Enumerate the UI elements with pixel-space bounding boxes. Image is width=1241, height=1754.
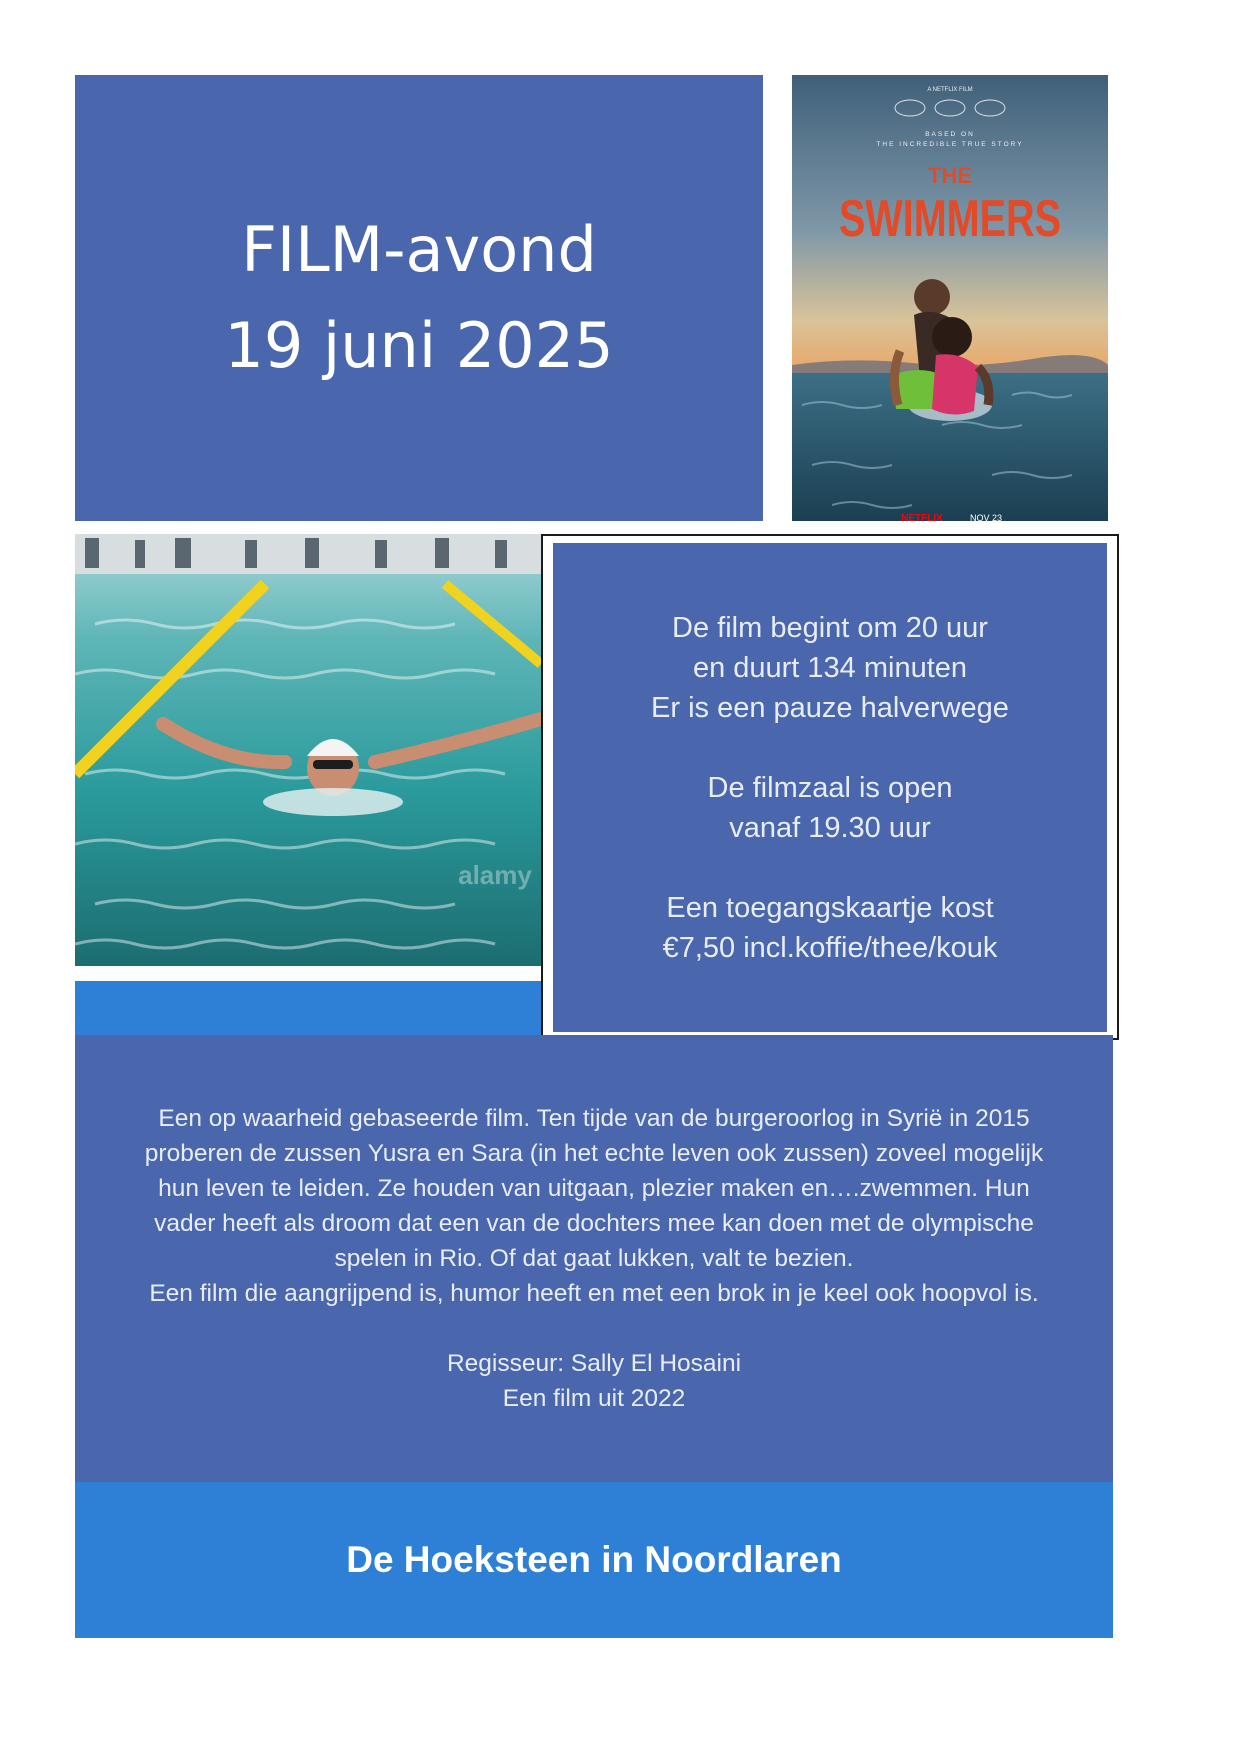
poster-title: SWIMMERS [839,190,1061,248]
poster-illustration [792,75,1108,521]
event-title: FILM-avond [241,213,597,286]
info-ticket: Een toegangskaartje kost [666,891,994,924]
description-box [75,1035,1113,1482]
title-block [75,75,763,521]
description-line: Een film die aangrijpend is, humor heeft en met een brok in je keel ook hoopvol is. [149,1280,1039,1307]
venue-name: De Hoeksteen in Noordlaren [346,1539,842,1580]
info-duration: en duurt 134 minuten [692,651,968,684]
poster-top-credit: A NETFLIX FILM [927,87,973,93]
pool-illustration [75,534,541,966]
description-line: Een op waarheid gebaseerde film. Ten tijde van de burgeroorlog in Syrië in 2015 [158,1105,1030,1132]
poster-release: NOV 23 [969,513,1003,521]
info-doors-time: vanaf 19.30 uur [729,811,931,844]
poster-tagline-2: THE INCREDIBLE TRUE STORY [876,141,1024,148]
accent-strip [75,981,541,1035]
film-year: Een film uit 2022 [502,1385,686,1412]
poster-tagline-1: BASED ON [925,131,975,138]
description-line: vader heeft als droom dat een van de dochters mee kan doen met de olympische [154,1210,1034,1237]
director-credit: Regisseur: Sally El Hosaini [446,1350,742,1377]
poster-title-small: THE [928,163,972,188]
description-line: proberen de zussen Yusra en Sara (in het echte leven ook zussen) zoveel mogelijk [144,1140,1044,1167]
event-date: 19 juni 2025 [224,309,614,382]
info-intermission: Er is een pauze halverwege [651,691,1009,724]
description-line: hun leven te leiden. Ze houden van uitgaan, plezier maken en….zwemmen. Hun [158,1175,1030,1202]
info-start-time: De film begint om 20 uur [672,611,988,644]
movie-poster [792,75,1108,521]
photo-watermark: alamy [458,860,532,890]
swimmer-photo [75,534,541,966]
info-price: €7,50 incl.koffie/thee/kouk [662,931,998,964]
info-doors-open: De filmzaal is open [707,771,953,804]
poster-brand: NETFLIX [901,513,943,521]
venue-footer [75,1482,1113,1638]
info-box [553,543,1107,1032]
description-line: spelen in Rio. Of dat gaat lukken, valt te bezien. [334,1245,854,1272]
